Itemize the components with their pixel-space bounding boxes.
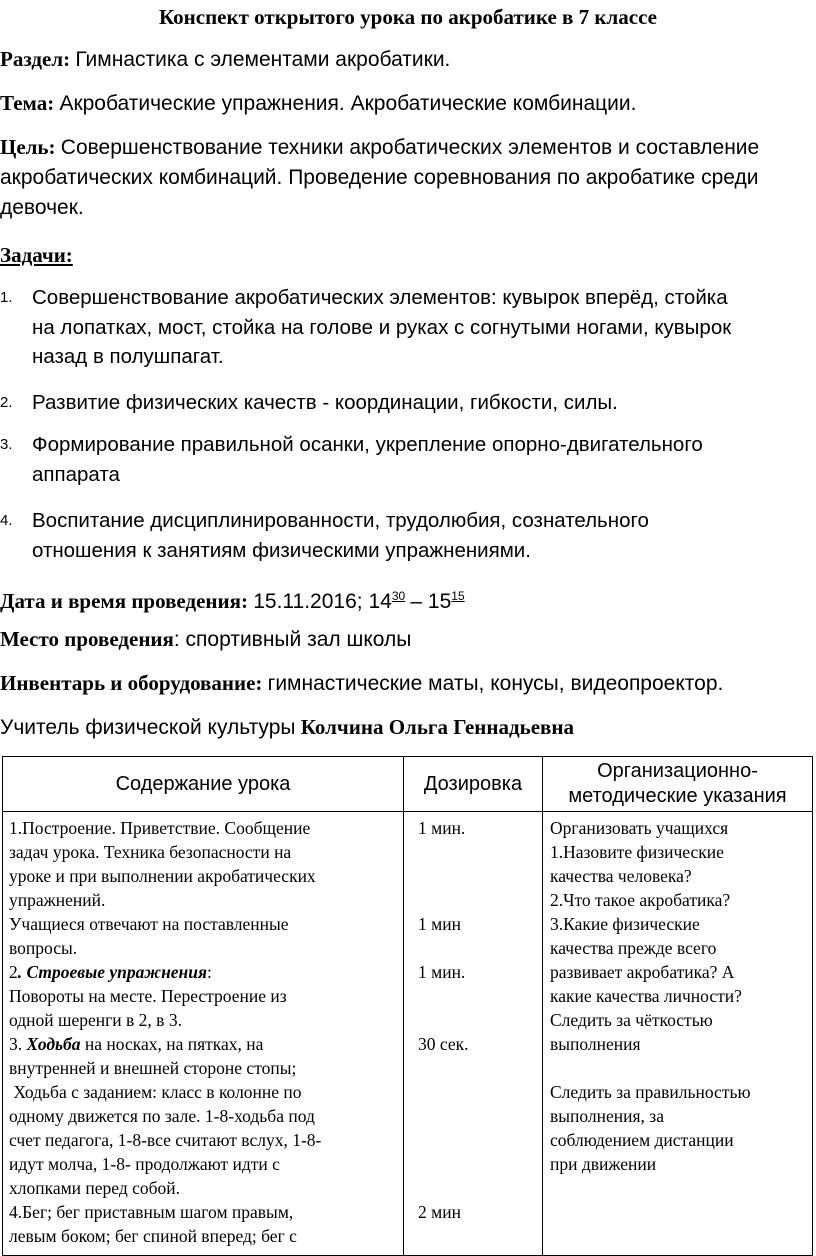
content-line: внутренней и внешней стороне стопы; (9, 1058, 297, 1078)
content-line: 1.Построение. Приветствие. Сообщение (9, 818, 311, 838)
header-dosage: Дозировка (404, 757, 543, 812)
tasks-heading: Задачи: (0, 243, 73, 267)
dosage-value: 1 мин (418, 914, 461, 934)
task-item (0, 430, 812, 490)
content-line: задач урока. Техника безопасности на (9, 842, 292, 862)
content-line: 4.Бег; бег приставным шагом правым, (9, 1202, 294, 1222)
datetime-label: Дата и время проведения: (0, 589, 248, 613)
content-line: идут молча, 1-8- продолжают идти с (9, 1154, 280, 1174)
header-notes-line: Организационно- (597, 760, 758, 782)
goal-line-2: акробатических комбинаций. Проведение соревнования по акробатике среди (0, 166, 759, 189)
place-line (0, 624, 812, 655)
notes-line: какие качества личности? (550, 986, 742, 1006)
notes-line: при движении (550, 1154, 657, 1174)
task-text-line: Развитие физических качеств - координации, гибкости, силы. (32, 391, 618, 414)
content-line: одной шеренги в 2, в 3. (9, 1010, 182, 1030)
section-label: Раздел: (0, 47, 71, 71)
content-line: Повороты на месте. Перестроение из (9, 986, 287, 1006)
task-item (0, 388, 812, 418)
dosage-value: 30 сек. (418, 1034, 469, 1054)
place-label: Место проведения (0, 627, 174, 651)
topic-line (0, 88, 812, 119)
dosage-value: 1 мин. (418, 818, 466, 838)
item-number: 3. (9, 1034, 27, 1054)
notes-line: развивает акробатика? А (550, 962, 735, 982)
notes-line: Следить за чёткостью (550, 1010, 713, 1030)
goal-line-1: Совершенствование техники акробатических элементов и составление (60, 136, 760, 159)
notes-line: соблюдением дистанции (550, 1130, 734, 1150)
place-value: : спортивный зал школы (173, 628, 412, 651)
table-row (3, 812, 813, 1256)
item-heading: Ходьба (26, 1034, 81, 1054)
content-cell (3, 812, 404, 1256)
topic-value: Акробатические упражнения. Акробатические комбинации. (59, 92, 637, 115)
task-text-line: Воспитание дисциплинированности, трудолюбия, сознательного (32, 509, 649, 532)
content-line: одному движется по зале. 1-8-ходьба под (9, 1106, 315, 1126)
item-number: 2 (9, 962, 18, 982)
content-line (9, 1032, 397, 1056)
dosage-value: 1 мин. (418, 962, 466, 982)
task-text-line: отношения к занятиям физическими упражнениями. (32, 538, 531, 562)
teacher-name: Колчина Ольга Геннадьевна (300, 715, 574, 739)
task-item (0, 506, 812, 566)
header-content: Содержание урока (3, 757, 404, 812)
section-value: Гимнастика с элементами акробатики. (75, 48, 451, 71)
content-line: упражнений. (9, 890, 106, 910)
notes-line: качества человека? (550, 866, 692, 886)
content-line: уроке и при выполнении акробатических (9, 866, 316, 886)
goal-label: Цель: (0, 135, 56, 159)
datetime-dash: – 15 (410, 590, 452, 613)
dosage-cell (404, 812, 543, 1256)
datetime-date: 15.11.2016; 14 (253, 590, 392, 613)
content-line (9, 960, 397, 984)
notes-cell (543, 812, 813, 1256)
content-line: левым боком; бег спиной вперед; бег с (9, 1226, 297, 1246)
notes-line: 2.Что такое акробатика? (550, 890, 731, 910)
task-item (0, 283, 812, 373)
task-text-line: Совершенствование акробатических элементов: кувырок вперёд, стойка (32, 286, 728, 309)
section-line (0, 44, 812, 75)
header-notes (543, 757, 813, 812)
task-text-line: назад в полушпагат. (32, 345, 224, 368)
task-text-line: Формирование правильной осанки, укрепление опорно-двигательного (32, 433, 703, 456)
content-line: Учащиеся отвечают на поставленные (9, 914, 289, 934)
lesson-table (2, 756, 813, 1256)
start-minutes: 30 (391, 589, 406, 603)
table-header-row (3, 757, 813, 812)
notes-line: Следить за правильностью (550, 1082, 751, 1102)
notes-line: выполнения (550, 1034, 641, 1054)
notes-line: Организовать учащихся (550, 818, 729, 838)
content-line: счет педагога, 1-8-все считают вслух, 1-8- (9, 1130, 322, 1150)
task-number: 1. (0, 289, 13, 306)
item-heading: . Строевые упражнения (17, 962, 208, 982)
equipment-value: гимнастические маты, конусы, видеопроектор. (267, 672, 724, 695)
header-notes-line: методические указания (568, 785, 787, 807)
content-line: хлопками перед собой. (9, 1178, 181, 1198)
equipment-line (0, 668, 812, 699)
task-number: 2. (0, 394, 13, 411)
goal-line-3: девочек. (0, 196, 84, 219)
item-tail: : (207, 962, 212, 982)
notes-line: 3.Какие физические (550, 914, 700, 934)
task-number: 3. (0, 436, 13, 453)
goal-block (0, 132, 812, 223)
notes-line: качества прежде всего (550, 938, 717, 958)
datetime-line (0, 581, 812, 617)
teacher-prefix: Учитель физической культуры (0, 716, 296, 739)
topic-label: Тема: (0, 91, 55, 115)
document-title: Конспект открытого урока по акробатике в 7 классе (158, 5, 657, 29)
equipment-label: Инвентарь и оборудование: (0, 671, 263, 695)
task-text-line: на лопатках, мост, стойка на голове и руках с согнутыми ногами, кувырок (32, 315, 732, 339)
end-minutes: 15 (451, 589, 465, 603)
content-line: вопросы. (9, 938, 78, 958)
content-line: Ходьба с заданием: класс в колонне по (9, 1082, 302, 1102)
dosage-value: 2 мин (418, 1202, 461, 1222)
teacher-line (0, 712, 812, 743)
notes-line: 1.Назовите физические (550, 842, 724, 862)
task-number: 4. (0, 512, 13, 529)
item-tail: на носках, на пятках, на (80, 1034, 264, 1054)
notes-line: выполнения, за (550, 1106, 664, 1126)
task-text-line: аппарата (32, 462, 120, 486)
